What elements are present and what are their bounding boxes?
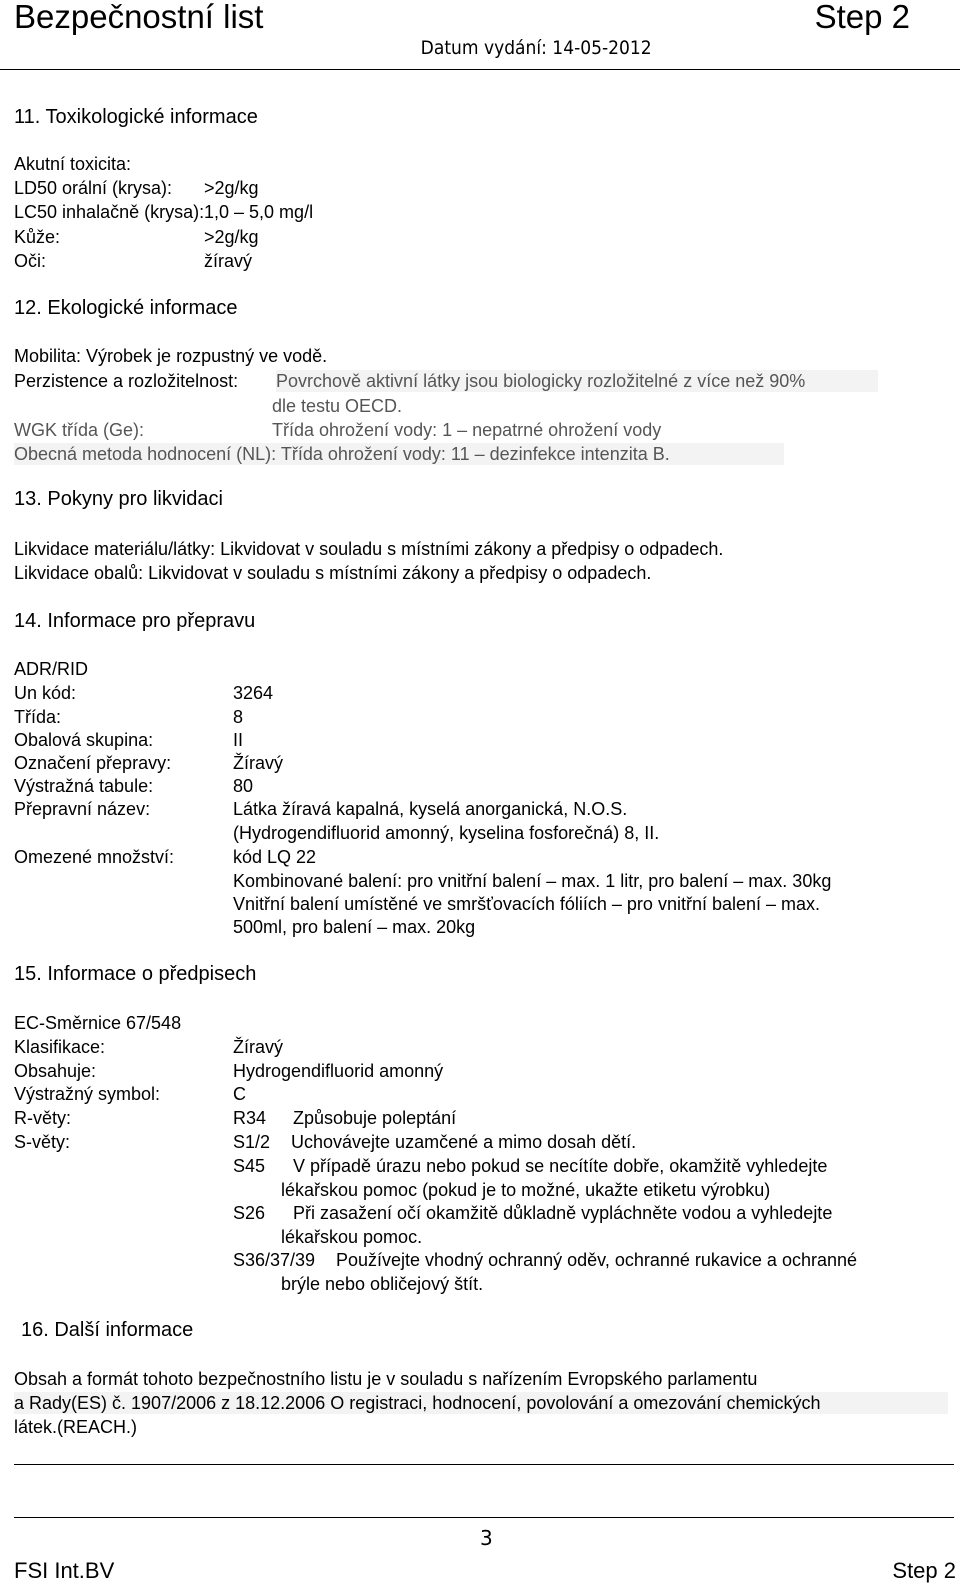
section-12-title: 12. Ekologické informace: [14, 297, 238, 319]
issue-date: Datum vydání: 14-05-2012: [420, 37, 652, 59]
nl-assessment: Obecná metoda hodnocení (NL): Třída ohrožení vody: 11 – dezinfekce intenzita B.: [14, 443, 784, 465]
s-phrases-label: S-věty:: [14, 1132, 71, 1152]
limited-quantity-line: kód LQ 22: [233, 847, 317, 867]
s-phrase-code: S45: [233, 1156, 266, 1176]
transport-row-value: II: [233, 730, 244, 750]
section-13-title: 13. Pokyny pro likvidaci: [14, 488, 223, 510]
tox-row-value: >2g/kg: [204, 227, 259, 247]
persistence-label: Perzistence a rozložitelnost:: [14, 371, 239, 391]
r-phrases-label: R-věty:: [14, 1108, 72, 1128]
wgk-label: WGK třída (Ge):: [14, 420, 145, 440]
transport-row-label: Výstražná tabule:: [14, 776, 154, 796]
limited-quantity-line: 500ml, pro balení – max. 20kg: [233, 917, 476, 937]
regulation-row-label: Výstražný symbol:: [14, 1084, 161, 1104]
tox-row-label: Kůže:: [14, 227, 61, 247]
s-phrase-text: Uchovávejte uzamčené a mimo dosah dětí.: [291, 1132, 637, 1152]
transport-row-label: Označení přepravy:: [14, 753, 172, 773]
s-phrase-text: Při zasažení očí okamžitě důkladně vypláchněte vodou a vyhledejte: [293, 1203, 833, 1223]
persistence-value-cont: dle testu OECD.: [272, 396, 403, 416]
tox-row-value: >2g/kg: [204, 178, 259, 198]
transport-row-label: Un kód:: [14, 683, 77, 703]
s-phrase-code: S1/2: [233, 1132, 271, 1152]
s-phrase-text: lékařskou pomoc.: [281, 1227, 423, 1247]
tox-row-label: LD50 orální (krysa):: [14, 178, 173, 198]
header-divider: [0, 69, 960, 70]
tox-row-label: Oči:: [14, 251, 47, 271]
other-info-line: Obsah a formát tohoto bezpečnostního listu je v souladu s nařízením Evropského parlamentu: [14, 1369, 758, 1389]
header-step: Step 2: [814, 0, 910, 35]
tox-row-value: 1,0 – 5,0 mg/l: [204, 202, 314, 222]
mobility-text: Mobilita: Výrobek je rozpustný ve vodě.: [14, 346, 328, 366]
transport-row-label: Obalová skupina:: [14, 730, 154, 750]
regulation-row-label: Klasifikace:: [14, 1037, 106, 1057]
tox-row-value: žíravý: [204, 251, 253, 271]
shipping-name-line: Látka žíravá kapalná, kyselá anorganická, N.O.S.: [233, 799, 628, 819]
limited-quantity-line: Vnitřní balení umístěné ve smršťovacích fóliích – pro vnitřní balení – max.: [233, 894, 821, 914]
r-phrase-text: Způsobuje poleptání: [293, 1108, 457, 1128]
section-16-title: 16. Další informace: [21, 1319, 194, 1341]
regulation-row-value: Hydrogendifluorid amonný: [233, 1061, 444, 1081]
section-15-title: 15. Informace o předpisech: [14, 963, 257, 985]
r-phrase-code: R34: [233, 1108, 267, 1128]
limited-quantity-line: Kombinované balení: pro vnitřní balení – max. 1 litr, pro balení – max. 30kg: [233, 871, 832, 891]
footer-company: FSI Int.BV: [14, 1558, 115, 1583]
shipping-name-line: (Hydrogendifluorid amonný, kyselina fosforečná) 8, II.: [233, 823, 660, 843]
s-phrase-text: brýle nebo obličejový štít.: [281, 1274, 484, 1294]
shipping-name-label: Přepravní název:: [14, 799, 151, 819]
regulation-row-label: Obsahuje:: [14, 1061, 97, 1081]
regulation-row-value: Žíravý: [233, 1037, 284, 1057]
adr-rid-label: ADR/RID: [14, 659, 89, 679]
s-phrase-code: S36/37/39: [233, 1250, 316, 1270]
section-11-title: 11. Toxikologické informace: [14, 106, 258, 128]
directive-label: EC-Směrnice 67/548: [14, 1013, 182, 1033]
other-info-line: a Rady(ES) č. 1907/2006 z 18.12.2006 O registraci, hodnocení, povolování a omezování chemických: [14, 1392, 948, 1414]
s-phrase-code: S26: [233, 1203, 266, 1223]
transport-row-label: Třída:: [14, 707, 62, 727]
transport-row-value: 8: [233, 707, 244, 727]
document-title: Bezpečnostní list: [14, 0, 264, 35]
disposal-material: Likvidace materiálu/látky: Likvidovat v souladu s místními zákony a předpisy o odpadech.: [14, 539, 724, 559]
acute-toxicity-label: Akutní toxicita:: [14, 154, 132, 174]
disposal-packaging: Likvidace obalů: Likvidovat v souladu s místními zákony a předpisy o odpadech.: [14, 563, 652, 583]
persistence-value: Povrchově aktivní látky jsou biologicky rozložitelné z více než 90%: [276, 370, 878, 392]
footer-divider: [14, 1464, 954, 1465]
footer-step: Step 2: [892, 1558, 956, 1583]
other-info-line: látek.(REACH.): [14, 1417, 138, 1437]
limited-quantity-label: Omezené množství:: [14, 847, 175, 867]
transport-row-value: Žíravý: [233, 753, 284, 773]
s-phrase-text: lékařskou pomoc (pokud je to možné, ukažte etiketu výrobku): [281, 1180, 771, 1200]
page-number: 3: [480, 1526, 493, 1550]
footer-divider: [14, 1517, 954, 1518]
transport-row-value: 80: [233, 776, 254, 796]
wgk-value: Třída ohrožení vody: 1 – nepatrné ohrožení vody: [272, 420, 662, 440]
section-14-title: 14. Informace pro přepravu: [14, 610, 256, 632]
s-phrase-text: V případě úrazu nebo pokud se necítíte dobře, okamžitě vyhledejte: [293, 1156, 828, 1176]
transport-row-value: 3264: [233, 683, 274, 703]
regulation-row-value: C: [233, 1084, 246, 1104]
tox-row-label: LC50 inhalačně (krysa):: [14, 202, 205, 222]
s-phrase-text: Používejte vhodný ochranný oděv, ochranné rukavice a ochranné: [336, 1250, 857, 1270]
